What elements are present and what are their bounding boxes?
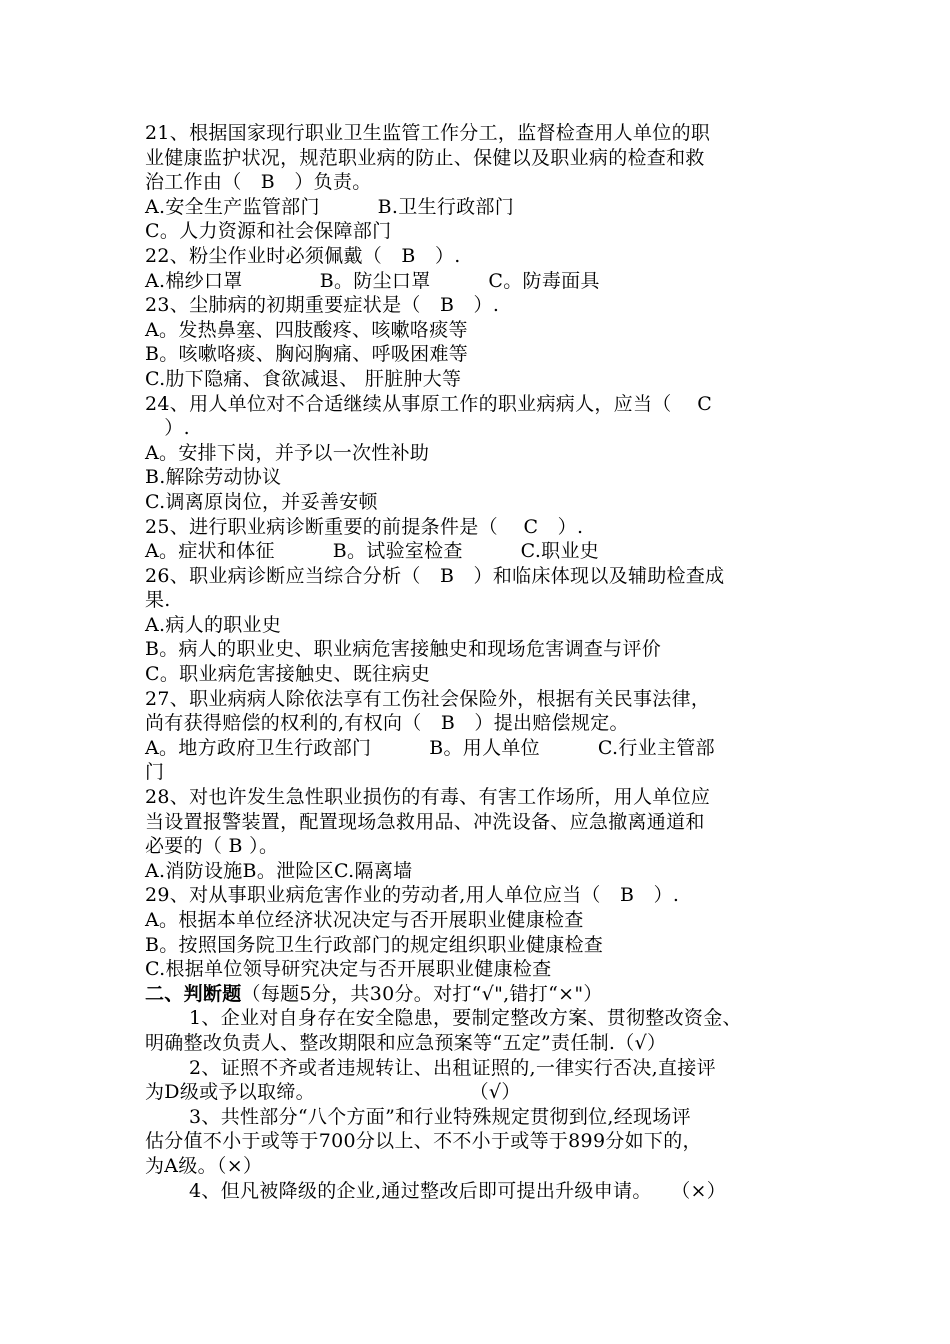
text-line: A.安全生产监管部门 B.卫生行政部门 — [145, 195, 515, 218]
text-line: 业健康监护状况，规范职业病的防止、保健以及职业病的检查和救 — [145, 146, 705, 169]
text-line: 24、用人单位对不合适继续从事原工作的职业病病人，应当（ C — [145, 392, 713, 415]
judgment-line: 为D级或予以取缔。 （√） — [145, 1081, 521, 1104]
text-line: A.消防设施B。泄险区C.隔离墙 — [145, 859, 413, 882]
text-line: A.棉纱口罩 B。防尘口罩 C。防毒面具 — [145, 269, 600, 292]
judgment-line: 估分值不小于或等于700分以上、不不小于或等于899分如下的， — [145, 1130, 702, 1153]
text-line: 23、尘肺病的初期重要症状是（ B ）. — [145, 294, 500, 317]
document-body — [145, 121, 810, 1203]
text-line: B.解除劳动协议 — [145, 466, 282, 489]
judgment-line: 3、共性部分“八个方面”和行业特殊规定贯彻到位,经现场评 — [189, 1105, 691, 1128]
text-line: 果. — [145, 589, 171, 612]
text-line: 尚有获得赔偿的权利的,有权向（ B ）提出赔偿规定。 — [145, 712, 629, 735]
text-line: 22、粉尘作业时必须佩戴（ B ）. — [145, 244, 461, 267]
text-line: 27、职业病病人除依法享有工伤社会保险外，根据有关民事法律， — [145, 687, 711, 710]
text-line: C。职业病危害接触史、既往病史 — [145, 663, 431, 686]
text-line: 29、对从事职业病危害作业的劳动者,用人单位应当（ B ）. — [145, 884, 680, 907]
text-line: A。根据本单位经济状况决定与否开展职业健康检查 — [145, 909, 584, 931]
text-line: A.病人的职业史 — [145, 613, 282, 636]
text-line: C.根据单位领导研究决定与否开展职业健康检查 — [145, 958, 552, 981]
judgment-line: 1、企业对自身存在安全隐患，要制定整改方案、贯彻整改资金、 — [189, 1007, 742, 1030]
text-line: C.肋下隐痛、食欲减退、 肝脏肿大等 — [145, 367, 462, 390]
section-note: （每题5分，共30分。对打“√",错打“×"） — [241, 982, 603, 1005]
text-line: B。按照国务院卫生行政部门的规定组织职业健康检查 — [145, 933, 604, 956]
section-heading — [145, 982, 810, 1007]
text-line: B。咳嗽咯痰、胸闷胸痛、呼吸困难等 — [145, 343, 469, 366]
text-line: A。症状和体征 B。试验室检查 C.职业史 — [145, 540, 600, 563]
text-line: 必要的（ B ）。 — [145, 835, 279, 858]
judgment-line: 2、证照不齐或者违规转让、出租证照的,一律实行否决,直接评 — [189, 1056, 716, 1079]
text-line: A。安排下岗，并予以一次性补助 — [145, 441, 430, 464]
text-line: ）. — [145, 417, 190, 440]
text-line: 当设置报警装置，配置现场急救用品、冲洗设备、应急撤离通道和 — [145, 810, 705, 833]
text-line: 21、根据国家现行职业卫生监管工作分工，监督检查用人单位的职 — [145, 122, 711, 144]
text-line: 28、对也许发生急性职业损伤的有毒、有害工作场所，用人单位应 — [145, 786, 711, 809]
text-line: C.调离原岗位，并妥善安顿 — [145, 490, 378, 513]
text-line: C。人力资源和社会保障部门 — [145, 220, 392, 243]
text-line: 门 — [145, 761, 165, 784]
text-line: A。发热鼻塞、四肢酸疼、咳嗽咯痰等 — [145, 318, 468, 341]
judgment-line: 为A级。（×） — [145, 1154, 263, 1177]
text-line: B。病人的职业史、职业病危害接触史和现场危害调查与评价 — [145, 638, 662, 661]
section-title: 二、判断题 — [145, 982, 242, 1005]
judgment-line: 4、但凡被降级的企业,通过整改后即可提出升级申请。 （×） — [189, 1179, 727, 1202]
text-line: 26、职业病诊断应当综合分析（ B ）和临床体现以及辅助检查成 — [145, 564, 725, 587]
text-line: 25、进行职业病诊断重要的前提条件是（ C ）. — [145, 515, 584, 538]
text-line: 治工作由（ B ）负责。 — [145, 171, 372, 194]
judgment-line: 明确整改负责人、整改期限和应急预案等“五定”责任制.（√） — [145, 1031, 667, 1054]
text-line: A。地方政府卫生行政部门 B。用人单位 C.行业主管部 — [145, 736, 715, 759]
